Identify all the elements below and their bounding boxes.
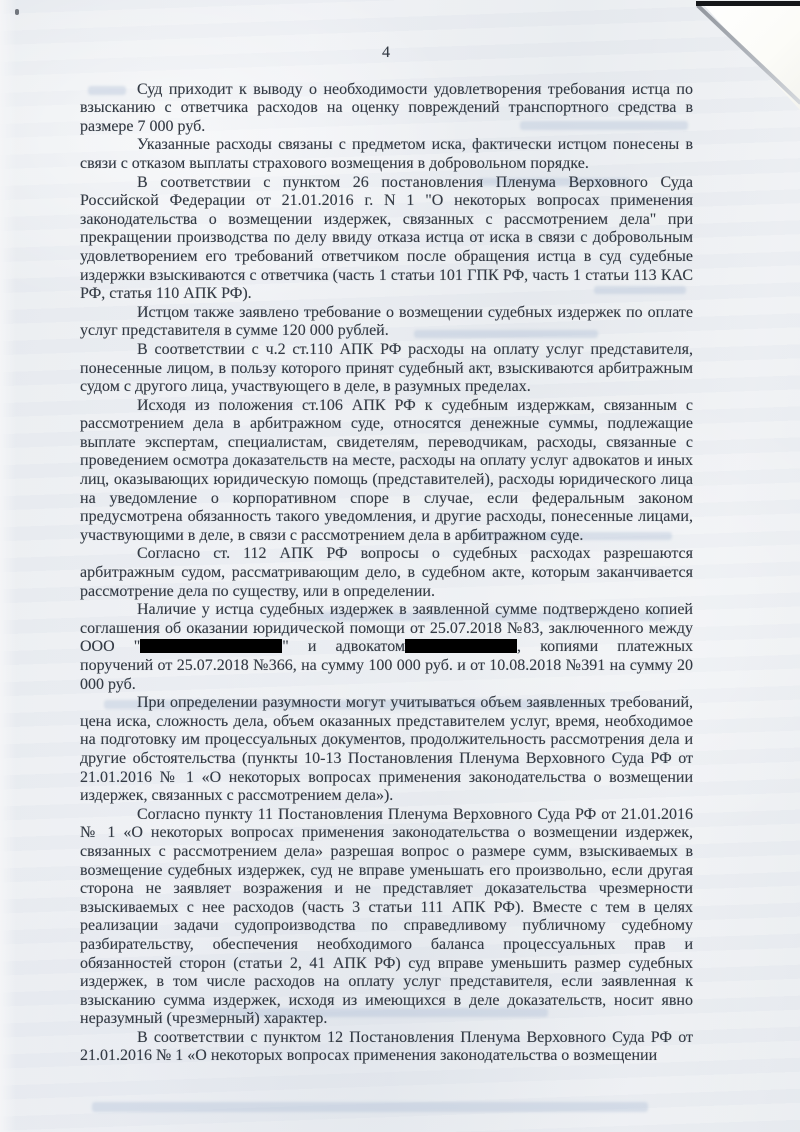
paragraph-apk-110: В соответствии с ч.2 ст.110 АПК РФ расходы на оплату услуг представителя, понесенные лицом, в пользу которого принят судебный акт, взыскиваются арбитражным судом с другого лица, участвующего в деле, в разумных пределах.: [80, 340, 693, 396]
paragraph-plenum-p26: В соответствии с пунктом 26 постановления Пленума Верховного Суда Российской Федерации от 21.01.2016 г. N 1 "О некоторых вопросах применения законодательства о возмещении издержек, связанных с рассмотрением дела" при прекращении производства по делу ввиду отказа истца от иска в связи с добровольным удовлетворением его требований ответчиком после обращения истца в суд судебные издержки взыскиваются с ответчика (часть 1 статьи 101 ГПК РФ, часть 1 статьи 113 КАС РФ, статья 110 АПК РФ).: [80, 173, 693, 303]
paragraph-evidence-with-redactions: [80, 601, 693, 694]
redacted-paragraph-part2: " и адвокатом: [282, 638, 406, 656]
redacted-paragraph-part1: Наличие у истца судебных издержек в заявленной сумме подтверждено копией соглашения об оказании юридической помощи от 25.07.2018 №83, заключенного между ООО ": [80, 601, 693, 656]
scan-speck: [15, 9, 19, 15]
redaction-bar: [405, 639, 517, 653]
paragraph-plenum-p11: Согласно пункту 11 Постановления Пленума Верховного Суда РФ от 21.01.2016 № 1 «О некоторых вопросах применения законодательства о возмещении издержек, связанных с рассмотрением дела» разрешая вопрос о размере сумм, взыскиваемых в возмещение судебных издержек, суд не вправе уменьшать его произвольно, если другая сторона не заявляет возражения и не представляет доказательства чрезмерности взыскиваемых с нее расходов (часть 3 статьи 111 АПК РФ). Вместе с тем в целях реализации задачи судопроизводства по справедливому публичному судебному разбирательству, обеспечения необходимого баланса процессуальных прав и обязанностей сторон (статьи 2, 41 АПК РФ) суд вправе уменьшить размер судебных издержек, в том числе расходов на оплату услуг представителя, если заявленная к взысканию сумма издержек, исходя из имеющихся в деле доказательств, носит явно неразумный (чрезмерный) характер.: [80, 805, 693, 1028]
document-body: [80, 44, 693, 1066]
bleed-through-artifact: [92, 1102, 648, 1112]
redacted-paragraph-part3: , копиями платежных поручений от 25.07.2018 №366, на сумму 100 000 руб. и от 10.08.2018 №391 на сумму 20 000 руб.: [80, 638, 694, 693]
paragraph-apk-106: Исходя из положения ст.106 АПК РФ к судебным издержкам, связанным с рассмотрением дела в арбитражном суде, относятся денежные суммы, подлежащие выплате экспертам, специалистам, свидетелям, переводчикам, расходы, связанные с проведением осмотра доказательств на месте, расходы на оплату услуг адвокатов и иных лиц, оказывающих юридическую помощь (представителей), расходы юридического лица на уведомление о корпоративном споре в случае, если федеральным законом предусмотрена обязанность такого уведомления, и другие расходы, понесенные лицами, участвующими в деле, в связи с рассмотрением дела в арбитражном суде.: [80, 396, 693, 544]
paragraph-plenum-p12-cutoff: В соответствии с пунктом 12 Постановления Пленума Верховного Суда РФ от 21.01.2016 № 1 «О некоторых вопросах применения законодательства о возмещении: [80, 1028, 693, 1065]
paragraph-representative-claim: Истцом также заявлено требование о возмещении судебных издержек по оплате услуг представителя в сумме 120 000 рублей.: [80, 303, 693, 340]
redaction-bar: [140, 639, 282, 653]
paragraph-apk-112: Согласно ст. 112 АПК РФ вопросы о судебных расходах разрешаются арбитражным судом, рассматривающим дело, в судебном акте, которым заканчивается рассмотрение дела по существу, или в определении.: [80, 545, 693, 600]
paragraph-reasonableness-criteria: При определении разумности могут учитываться объем заявленных требований, цена иска, сложность дела, объем оказанных представителем услуг, время, необходимое на подготовку им процессуальных документов, продолжительность рассмотрения дела и другие обстоятельства (пункты 10-13 Постановления Пленума Верховного Суда РФ от 21.01.2016 № 1 «О некоторых вопросах применения законодательства о возмещении издержек, связанных с рассмотрением дела»).: [80, 694, 693, 805]
scan-edge-shading: [0, 0, 16, 1132]
page-number: 4: [382, 44, 391, 61]
paragraph-costs-relation: Указанные расходы связаны с предметом иска, фактически истцом понесены в связи с отказом выплаты страхового возмещения в добровольном порядке.: [80, 136, 693, 172]
scanner-edge-bar: [696, 1, 800, 6]
paragraph-costs-conclusion: Суд приходит к выводу о необходимости удовлетворения требования истца по взысканию с ответчика расходов на оценку повреждений транспортного средства в размере 7 000 руб.: [80, 80, 693, 135]
